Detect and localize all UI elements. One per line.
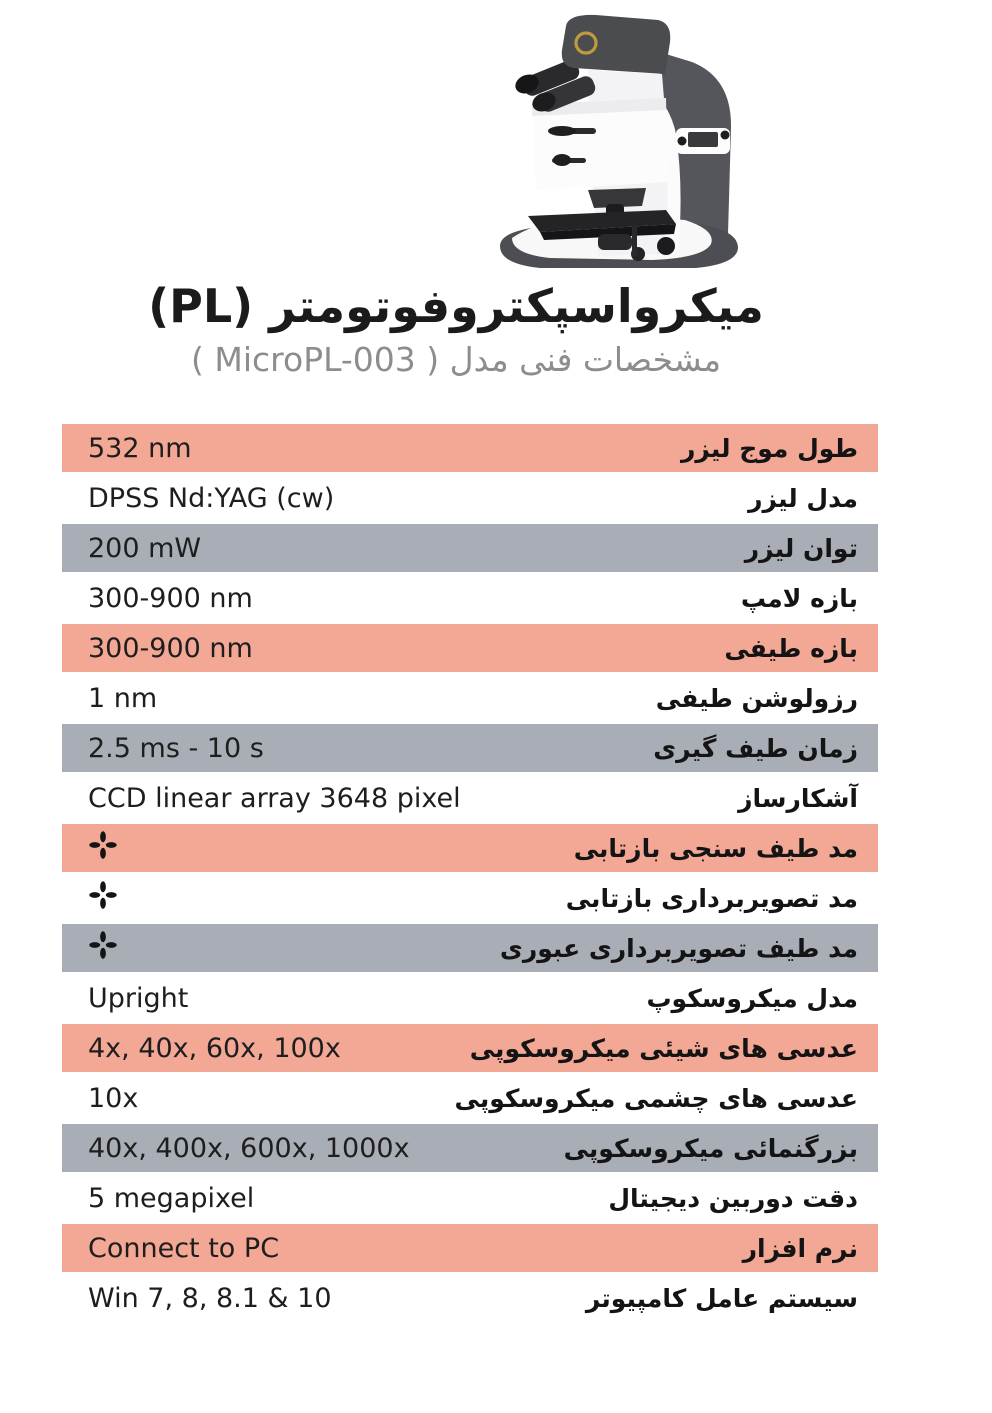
spec-row-14 bbox=[62, 1074, 878, 1122]
spec-label: بازه طیفی bbox=[724, 633, 858, 663]
spec-value bbox=[62, 829, 118, 868]
spec-value: CCD linear array 3648 pixel bbox=[88, 782, 461, 814]
four-petal-asterisk-icon bbox=[88, 829, 118, 868]
spec-row-17 bbox=[62, 1224, 878, 1272]
page-subtitle: مشخصات فنی مدل ( MicroPL-003 ) bbox=[191, 339, 721, 379]
four-petal-asterisk-icon bbox=[88, 879, 118, 918]
spec-row-1 bbox=[62, 424, 878, 472]
spec-value: 5 megapixel bbox=[88, 1182, 255, 1214]
display-panel bbox=[676, 128, 730, 154]
four-petal-asterisk-icon bbox=[88, 929, 118, 968]
spec-label: مدل میکروسکوپ bbox=[646, 983, 858, 1013]
spec-value: 532 nm bbox=[88, 432, 192, 464]
spec-row-7 bbox=[62, 724, 878, 772]
spec-row-3 bbox=[62, 524, 878, 572]
spec-value: Connect to PC bbox=[88, 1232, 280, 1264]
spec-row-9 bbox=[62, 824, 878, 872]
upright-microscope-illustration bbox=[470, 10, 770, 280]
spec-value: 10x bbox=[88, 1082, 139, 1114]
spec-label: توان لیزر bbox=[744, 533, 858, 563]
spec-value: 4x, 40x, 60x, 100x bbox=[88, 1032, 341, 1064]
spec-label: مد تصویربرداری بازتابی bbox=[565, 883, 858, 913]
spec-row-5 bbox=[62, 624, 878, 672]
spec-label: مد طیف سنجی بازتابی bbox=[573, 833, 858, 863]
spec-value: 1 nm bbox=[88, 682, 158, 714]
spec-row-13 bbox=[62, 1024, 878, 1072]
spec-row-16 bbox=[62, 1174, 878, 1222]
spec-value bbox=[62, 929, 118, 968]
spec-label: نرم افزار bbox=[742, 1233, 858, 1263]
spec-row-18 bbox=[62, 1274, 878, 1322]
spec-value: 200 mW bbox=[88, 532, 202, 564]
spec-value: 40x, 400x, 600x, 1000x bbox=[88, 1132, 410, 1164]
heading-block bbox=[0, 278, 912, 379]
spec-label: سیستم عامل کامپیوتر bbox=[585, 1283, 858, 1313]
spec-label: بازه لامپ bbox=[740, 583, 858, 613]
product-image bbox=[470, 10, 770, 280]
spec-row-2 bbox=[62, 474, 878, 522]
spec-label: دقت دوربین دیجیتال bbox=[608, 1183, 858, 1213]
spec-value: 300-900 nm bbox=[88, 582, 253, 614]
spec-value: Win 7, 8, 8.1 & 10 bbox=[88, 1282, 332, 1314]
spec-value bbox=[62, 879, 118, 918]
spec-label: عدسی های شیئی میکروسکوپی bbox=[469, 1033, 858, 1063]
spec-row-11 bbox=[62, 924, 878, 972]
spec-label: بزرگنمائی میکروسکوپی bbox=[563, 1133, 858, 1163]
page-title: میکرواسپکتروفوتومتر (PL) bbox=[148, 279, 764, 333]
spec-row-15 bbox=[62, 1124, 878, 1172]
spec-row-12 bbox=[62, 974, 878, 1022]
spec-table bbox=[62, 424, 878, 1324]
spec-value: DPSS Nd:YAG (cw) bbox=[88, 482, 335, 514]
spec-value: 2.5 ms - 10 s bbox=[88, 732, 264, 764]
spec-row-10 bbox=[62, 874, 878, 922]
spec-label: آشکارساز bbox=[738, 783, 858, 813]
spec-row-4 bbox=[62, 574, 878, 622]
spec-label: عدسی های چشمی میکروسکوپی bbox=[454, 1083, 858, 1113]
spec-label: طول موج لیزر bbox=[680, 433, 858, 463]
spec-value: 300-900 nm bbox=[88, 632, 253, 664]
spec-label: مد طیف تصویربرداری عبوری bbox=[499, 933, 858, 963]
spec-label: رزولوشن طیفی bbox=[655, 683, 858, 713]
spec-label: مدل لیزر bbox=[748, 483, 858, 513]
spec-row-8 bbox=[62, 774, 878, 822]
spec-label: زمان طیف گیری bbox=[653, 733, 858, 763]
spec-row-6 bbox=[62, 674, 878, 722]
spec-value: Upright bbox=[88, 982, 189, 1014]
